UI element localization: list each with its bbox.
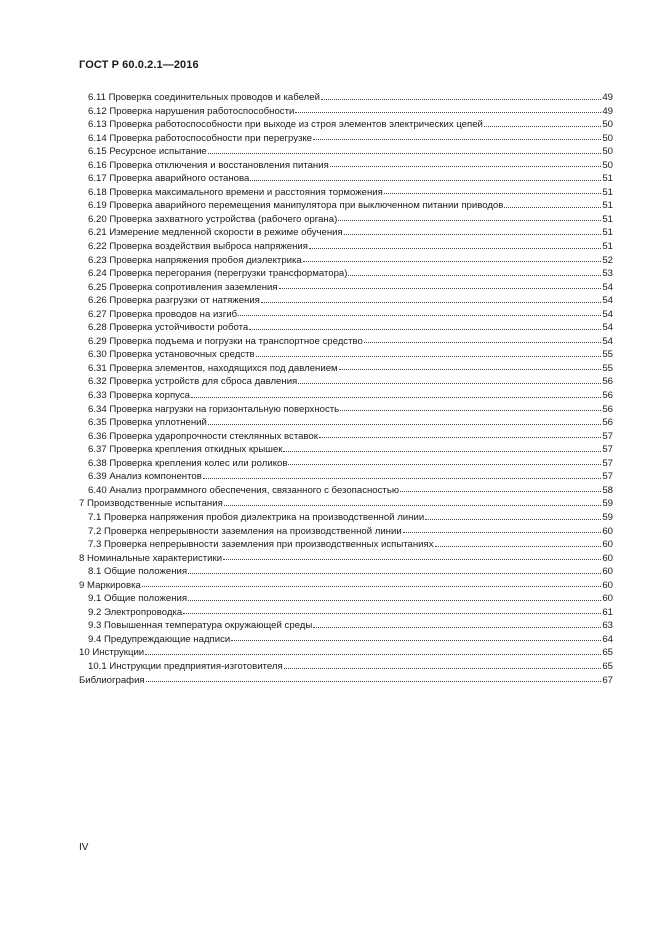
toc-leader-dots xyxy=(330,165,602,167)
toc-entry-title: 6.11 Проверка соединительных проводов и кабелей xyxy=(88,92,320,103)
toc-entry-page: 56 xyxy=(602,376,613,388)
toc-entry-page: 58 xyxy=(602,484,613,496)
toc-entry[interactable] xyxy=(79,226,613,240)
toc-entry[interactable] xyxy=(79,267,613,281)
toc-leader-dots xyxy=(321,98,601,100)
toc-leader-dots xyxy=(284,667,602,669)
toc-entry-title: 6.28 Проверка устойчивости робота xyxy=(88,322,249,334)
toc-entry[interactable] xyxy=(79,497,613,511)
toc-entry[interactable] xyxy=(79,375,613,389)
toc-entry-title: 6.33 Проверка корпуса xyxy=(88,390,190,402)
toc-entry-title: 6.30 Проверка установочных средств xyxy=(88,349,255,361)
toc-entry-page: 55 xyxy=(602,362,613,374)
toc-entry-page: 63 xyxy=(602,620,613,632)
toc-entry-title: 6.16 Проверка отключения и восстановления питания xyxy=(88,159,329,171)
toc-entry-title: 6.22 Проверка воздействия выброса напряжения xyxy=(88,241,308,253)
toc-entry-page: 65 xyxy=(602,647,613,659)
toc-leader-dots xyxy=(250,179,601,181)
toc-entry-title: Библиография xyxy=(79,674,145,686)
toc-entry-title: 6.39 Анализ компонентов xyxy=(88,471,202,483)
toc-entry-page: 57 xyxy=(602,430,613,442)
toc-entry-title: 6.21 Измерение медленной скорости в режиме обучения xyxy=(88,227,343,239)
toc-leader-dots xyxy=(261,301,601,303)
toc-entry-title: 9.3 Повышенная температура окружающей среды xyxy=(88,620,313,632)
toc-entry-title: 6.17 Проверка аварийного останова xyxy=(88,173,250,185)
toc-entry[interactable] xyxy=(79,511,613,525)
toc-entry-title: 6.13 Проверка работоспособности при выходе из строя элементов электрических цепей xyxy=(88,119,483,131)
toc-entry-page: 60 xyxy=(602,539,613,551)
toc-entry-title: 7 Производственные испытания xyxy=(79,498,223,510)
toc-entry[interactable] xyxy=(79,592,613,606)
toc-leader-dots xyxy=(364,341,602,343)
toc-leader-dots xyxy=(208,152,602,154)
document-header: ГОСТ Р 60.0.2.1—2016 xyxy=(79,59,199,71)
toc-leader-dots xyxy=(504,206,601,208)
toc-entry[interactable] xyxy=(79,240,613,254)
toc-entry-title: 7.1 Проверка напряжения пробоя диэлектрика на производственной линии xyxy=(88,511,425,523)
toc-leader-dots xyxy=(279,287,602,289)
toc-entry-title: 6.29 Проверка подъема и погрузки на транспортное средство xyxy=(88,335,363,347)
toc-entry-title: 10.1 Инструкции предприятия-изготовителя xyxy=(88,660,283,672)
toc-entry[interactable] xyxy=(79,118,613,132)
toc-leader-dots xyxy=(142,585,601,587)
toc-entry-title: 8 Номинальные характеристики xyxy=(79,552,223,564)
toc-entry-page: 50 xyxy=(602,159,613,171)
toc-entry-page: 54 xyxy=(602,322,613,334)
toc-entry-page: 54 xyxy=(602,295,613,307)
toc-entry-page: 59 xyxy=(602,498,613,510)
toc-entry[interactable] xyxy=(79,579,613,593)
toc-leader-dots xyxy=(484,125,601,127)
toc-entry[interactable] xyxy=(79,484,613,498)
toc-leader-dots xyxy=(339,368,602,370)
toc-entry[interactable] xyxy=(79,403,613,417)
toc-entry-title: 6.12 Проверка нарушения работоспособности xyxy=(88,105,295,117)
toc-leader-dots xyxy=(344,233,602,235)
toc-entry-title: 6.24 Проверка перегорания (перегрузки трансформатора) xyxy=(88,268,348,280)
toc-entry-title: 6.31 Проверка элементов, находящихся под давлением xyxy=(88,362,338,374)
toc-entry-title: 6.25 Проверка сопротивления заземления xyxy=(88,281,278,293)
toc-leader-dots xyxy=(203,477,602,479)
toc-entry-page: 60 xyxy=(602,579,613,591)
toc-entry-page: 60 xyxy=(602,552,613,564)
toc-leader-dots xyxy=(309,247,601,249)
toc-entry-title: 6.38 Проверка крепления колес или роликов xyxy=(88,457,288,469)
toc-entry-page: 50 xyxy=(602,146,613,158)
toc-entry[interactable] xyxy=(79,199,613,213)
toc-entry-page: 51 xyxy=(602,200,613,212)
toc-entry[interactable] xyxy=(79,335,613,349)
toc-entry[interactable] xyxy=(79,606,613,620)
table-of-contents xyxy=(79,91,613,687)
toc-leader-dots xyxy=(223,558,601,560)
toc-leader-dots xyxy=(340,409,601,411)
toc-entry-title: 6.15 Ресурсное испытание xyxy=(88,146,207,158)
page-number: IV xyxy=(79,842,89,853)
toc-leader-dots xyxy=(338,219,601,221)
toc-entry[interactable] xyxy=(79,281,613,295)
toc-entry[interactable] xyxy=(79,91,613,105)
toc-entry-page: 50 xyxy=(602,132,613,144)
toc-entry-page: 50 xyxy=(602,119,613,131)
toc-leader-dots xyxy=(183,612,601,614)
toc-entry-page: 56 xyxy=(602,403,613,415)
toc-entry[interactable] xyxy=(79,294,613,308)
toc-entry-title: 6.19 Проверка аварийного перемещения манипулятора при выключенном питании приводов xyxy=(88,200,504,212)
toc-leader-dots xyxy=(208,423,601,425)
toc-entry-page: 67 xyxy=(602,674,613,686)
toc-entry-title: 9.4 Предупреждающие надписи xyxy=(88,633,231,645)
toc-entry-title: 6.37 Проверка крепления откидных крышек xyxy=(88,444,283,456)
toc-leader-dots xyxy=(288,463,601,465)
toc-leader-dots xyxy=(231,639,601,641)
toc-entry-page: 53 xyxy=(602,268,613,280)
toc-leader-dots xyxy=(319,436,601,438)
toc-entry-title: 9.1 Общие положения xyxy=(88,593,188,605)
toc-entry[interactable] xyxy=(79,321,613,335)
toc-entry[interactable] xyxy=(79,443,613,457)
toc-entry[interactable] xyxy=(79,213,613,227)
toc-entry[interactable] xyxy=(79,633,613,647)
toc-entry-page: 56 xyxy=(602,417,613,429)
toc-entry-page: 65 xyxy=(602,660,613,672)
toc-leader-dots xyxy=(384,192,601,194)
toc-entry[interactable] xyxy=(79,105,613,119)
toc-entry[interactable] xyxy=(79,538,613,552)
toc-entry-title: 6.27 Проверка проводов на изгиб xyxy=(88,308,238,320)
toc-entry-page: 51 xyxy=(602,173,613,185)
toc-entry-page: 60 xyxy=(602,566,613,578)
toc-entry-page: 57 xyxy=(602,457,613,469)
toc-entry[interactable] xyxy=(79,674,613,688)
toc-entry[interactable] xyxy=(79,552,613,566)
toc-leader-dots xyxy=(145,653,601,655)
toc-entry-title: 6.23 Проверка напряжения пробоя диэлектрика xyxy=(88,254,302,266)
toc-entry-title: 6.34 Проверка нагрузки на горизонтальную поверхность xyxy=(88,403,340,415)
toc-leader-dots xyxy=(295,111,601,113)
toc-entry-title: 6.20 Проверка захватного устройства (рабочего органа) xyxy=(88,213,338,225)
toc-leader-dots xyxy=(188,599,601,601)
toc-leader-dots xyxy=(348,274,601,276)
toc-entry-page: 60 xyxy=(602,593,613,605)
toc-entry-title: 6.40 Анализ программного обеспечения, связанного с безопасностью xyxy=(88,484,400,496)
toc-leader-dots xyxy=(224,504,602,506)
toc-entry[interactable] xyxy=(79,362,613,376)
toc-entry-page: 51 xyxy=(602,241,613,253)
toc-entry-page: 51 xyxy=(602,213,613,225)
toc-entry[interactable] xyxy=(79,470,613,484)
toc-entry[interactable] xyxy=(79,132,613,146)
toc-entry[interactable] xyxy=(79,565,613,579)
toc-entry-page: 56 xyxy=(602,390,613,402)
toc-entry[interactable] xyxy=(79,660,613,674)
toc-entry-page: 49 xyxy=(602,92,613,103)
toc-entry-page: 64 xyxy=(602,633,613,645)
toc-entry[interactable] xyxy=(79,457,613,471)
toc-entry[interactable] xyxy=(79,389,613,403)
toc-entry-title: 7.3 Проверка непрерывности заземления при производственных испытаниях xyxy=(88,539,434,551)
toc-leader-dots xyxy=(425,518,601,520)
toc-entry[interactable] xyxy=(79,619,613,633)
toc-leader-dots xyxy=(303,260,602,262)
toc-entry-page: 59 xyxy=(602,511,613,523)
toc-leader-dots xyxy=(283,450,601,452)
toc-entry[interactable] xyxy=(79,525,613,539)
toc-leader-dots xyxy=(191,396,601,398)
toc-leader-dots xyxy=(403,531,602,533)
toc-entry-page: 49 xyxy=(602,105,613,117)
toc-leader-dots xyxy=(313,626,601,628)
toc-leader-dots xyxy=(435,545,602,547)
toc-leader-dots xyxy=(238,314,601,316)
toc-entry-page: 60 xyxy=(602,525,613,537)
toc-entry-page: 57 xyxy=(602,444,613,456)
toc-entry-title: 8.1 Общие положения xyxy=(88,566,188,578)
toc-entry[interactable] xyxy=(79,348,613,362)
toc-entry[interactable] xyxy=(79,254,613,268)
toc-entry[interactable] xyxy=(79,416,613,430)
toc-entry-page: 51 xyxy=(602,186,613,198)
toc-leader-dots xyxy=(249,328,601,330)
toc-entry[interactable] xyxy=(79,145,613,159)
toc-entry-title: 6.14 Проверка работоспособности при перегрузке xyxy=(88,132,313,144)
toc-entry[interactable] xyxy=(79,646,613,660)
toc-entry-page: 51 xyxy=(602,227,613,239)
toc-entry[interactable] xyxy=(79,186,613,200)
toc-entry[interactable] xyxy=(79,172,613,186)
toc-leader-dots xyxy=(256,355,602,357)
toc-entry-title: 9 Маркировка xyxy=(79,579,141,591)
toc-entry-title: 9.2 Электропроводка xyxy=(88,606,183,618)
toc-entry-title: 10 Инструкции xyxy=(79,647,145,659)
toc-entry-title: 6.32 Проверка устройств для сброса давления xyxy=(88,376,298,388)
toc-leader-dots xyxy=(188,572,601,574)
toc-entry-title: 7.2 Проверка непрерывности заземления на производственной линии xyxy=(88,525,402,537)
toc-entry-page: 55 xyxy=(602,349,613,361)
toc-entry-page: 52 xyxy=(602,254,613,266)
toc-entry-page: 54 xyxy=(602,281,613,293)
toc-entry-page: 57 xyxy=(602,471,613,483)
toc-entry-page: 54 xyxy=(602,335,613,347)
toc-leader-dots xyxy=(298,382,601,384)
toc-entry-page: 61 xyxy=(602,606,613,618)
toc-entry-title: 6.36 Проверка ударопрочности стеклянных вставок xyxy=(88,430,318,442)
toc-entry-title: 6.26 Проверка разгрузки от натяжения xyxy=(88,295,260,307)
toc-entry-page: 54 xyxy=(602,308,613,320)
toc-entry[interactable] xyxy=(79,308,613,322)
toc-entry[interactable] xyxy=(79,159,613,173)
toc-leader-dots xyxy=(313,138,601,140)
toc-leader-dots xyxy=(400,490,601,492)
toc-leader-dots xyxy=(146,680,602,682)
toc-entry-title: 6.18 Проверка максимального времени и расстояния торможения xyxy=(88,186,383,198)
toc-entry[interactable] xyxy=(79,430,613,444)
toc-entry-title: 6.35 Проверка уплотнений xyxy=(88,417,207,429)
